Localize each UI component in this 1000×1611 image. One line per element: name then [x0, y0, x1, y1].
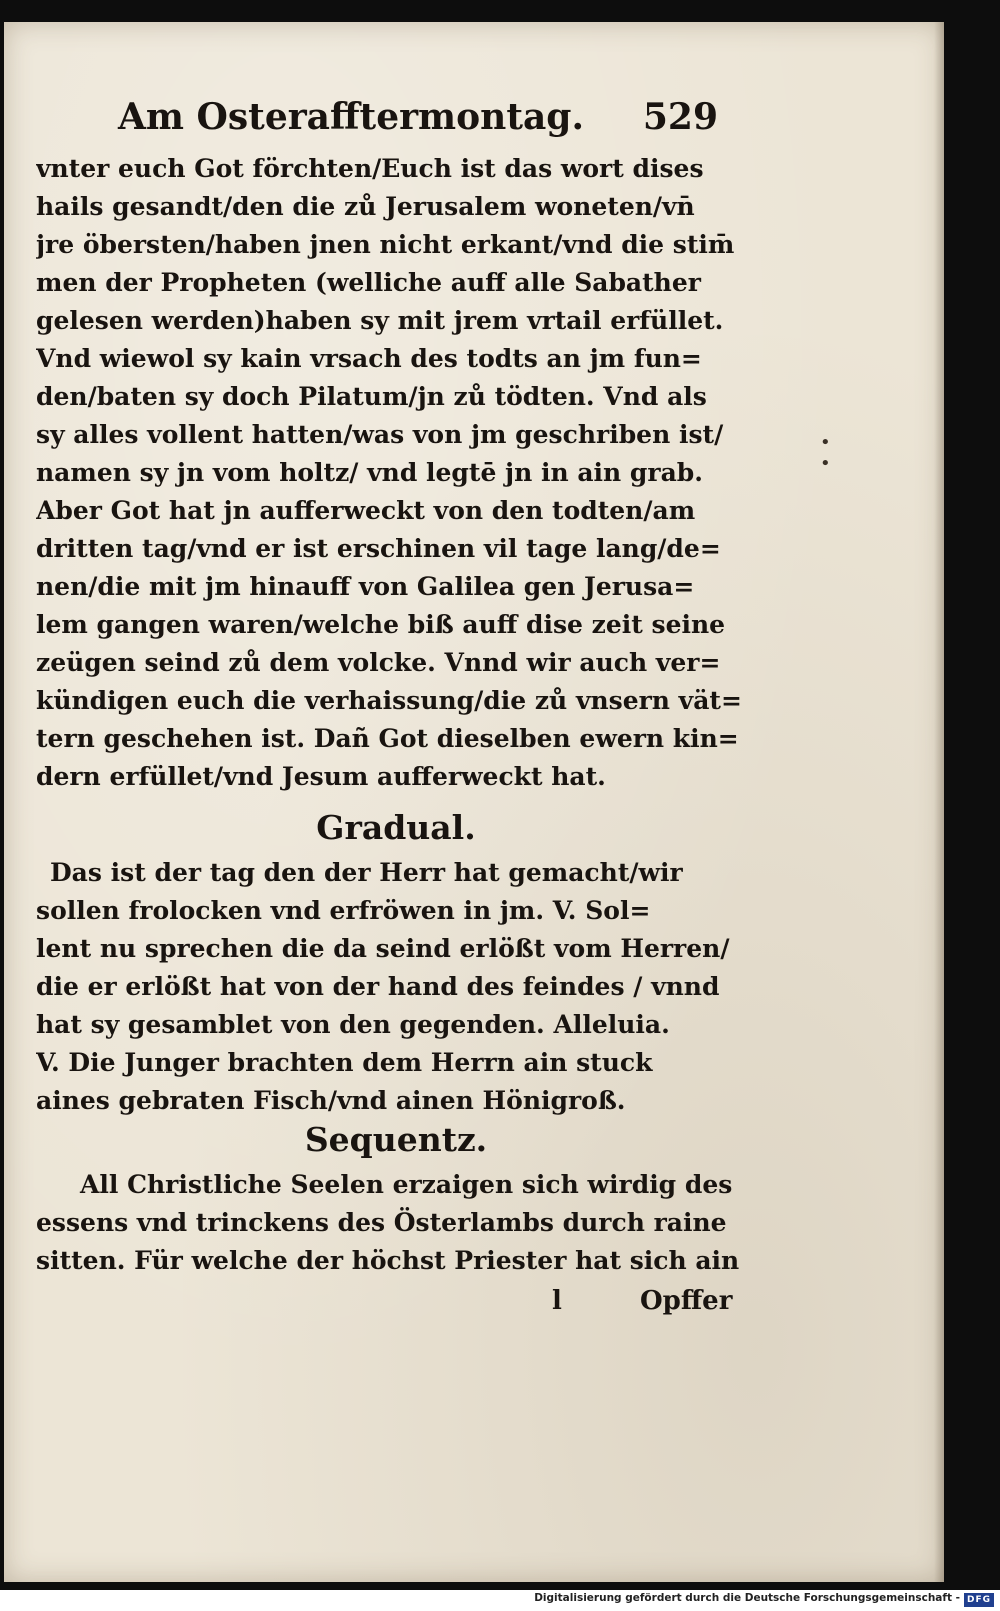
signature-mark: l	[552, 1286, 562, 1316]
dfg-logo-icon: DFG	[964, 1593, 994, 1607]
text-line: Aber Got hat jn aufferweckt von den todten/am	[36, 496, 696, 525]
sequentz-heading: Sequentz.	[304, 1120, 488, 1159]
text-line: gelesen werden)haben sy mit jrem vrtail erfüllet.	[36, 306, 724, 335]
ink-specks: • •	[820, 432, 891, 474]
text-line: kündigen euch die verhaissung/die zů vnsern vät=	[36, 686, 742, 715]
text-line: nen/die mit jm hinauff von Galilea gen Jerusa=	[36, 572, 695, 601]
text-line: essens vnd trinckens des Österlambs durch raine	[36, 1208, 727, 1237]
running-title: Am Osterafftermontag.	[118, 96, 584, 138]
text-line: aines gebraten Fisch/vnd ainen Hönigroß.	[36, 1086, 626, 1115]
page-edge-shadow	[934, 22, 944, 1582]
text-line: lem gangen waren/welche biß auff dise zeit seine	[36, 610, 726, 639]
text-line: Vnd wiewol sy kain vrsach des todts an jm fun=	[36, 344, 702, 373]
text-line: dritten tag/vnd er ist erschinen vil tage lang/de=	[36, 534, 721, 563]
text-line: die er erlößt hat von der hand des feindes / vnnd	[36, 972, 720, 1001]
epistle-text-block	[36, 150, 756, 796]
text-line: All Christliche Seelen erzaigen sich wirdig des	[80, 1170, 733, 1199]
digitization-footer	[0, 1590, 1000, 1611]
catchword: Opffer	[640, 1286, 733, 1316]
text-line: namen sy jn vom holtz/ vnd legtē jn in ain grab.	[36, 458, 703, 487]
running-header	[118, 96, 718, 146]
sequentz-text-block	[36, 1166, 756, 1280]
text-line: zeügen seind zů dem volcke. Vnnd wir auch ver=	[36, 648, 721, 677]
text-line: V. Die Junger brachten dem Herrn ain stuck	[36, 1048, 653, 1077]
text-line: jre öbersten/haben jnen nicht erkant/vnd die stim̄	[36, 230, 735, 259]
text-line: sy alles vollent hatten/was von jm geschriben ist/	[36, 420, 724, 449]
text-line: hails gesandt/den die zů Jerusalem woneten/vn̄	[36, 192, 695, 221]
text-line: dern erfüllet/vnd Jesum aufferweckt hat.	[36, 762, 606, 791]
text-line: hat sy gesamblet von den gegenden. Alleluia.	[36, 1010, 670, 1039]
text-line: Das ist der tag den der Herr hat gemacht/wir	[50, 858, 683, 887]
text-line: den/baten sy doch Pilatum/jn zů tödten. Vnd als	[36, 382, 707, 411]
text-line: sollen frolocken vnd erfröwen in jm. V. Sol=	[36, 896, 651, 925]
page-number: 529	[642, 96, 718, 138]
text-line: vnter euch Got förchten/Euch ist das wort dises	[36, 154, 704, 183]
gradual-text-block	[36, 854, 756, 1120]
text-line: tern geschehen ist. Dañ Got dieselben ewern kin=	[36, 724, 739, 753]
text-line: sitten. Für welche der höchst Priester hat sich ain	[36, 1246, 740, 1275]
funding-credit: Digitalisierung gefördert durch die Deutsche Forschungsgemeinschaft -	[534, 1592, 960, 1604]
text-line: men der Propheten (welliche auff alle Sabather	[36, 268, 701, 297]
gradual-heading: Gradual.	[316, 808, 476, 847]
text-line: lent nu sprechen die da seind erlößt vom Herren/	[36, 934, 730, 963]
